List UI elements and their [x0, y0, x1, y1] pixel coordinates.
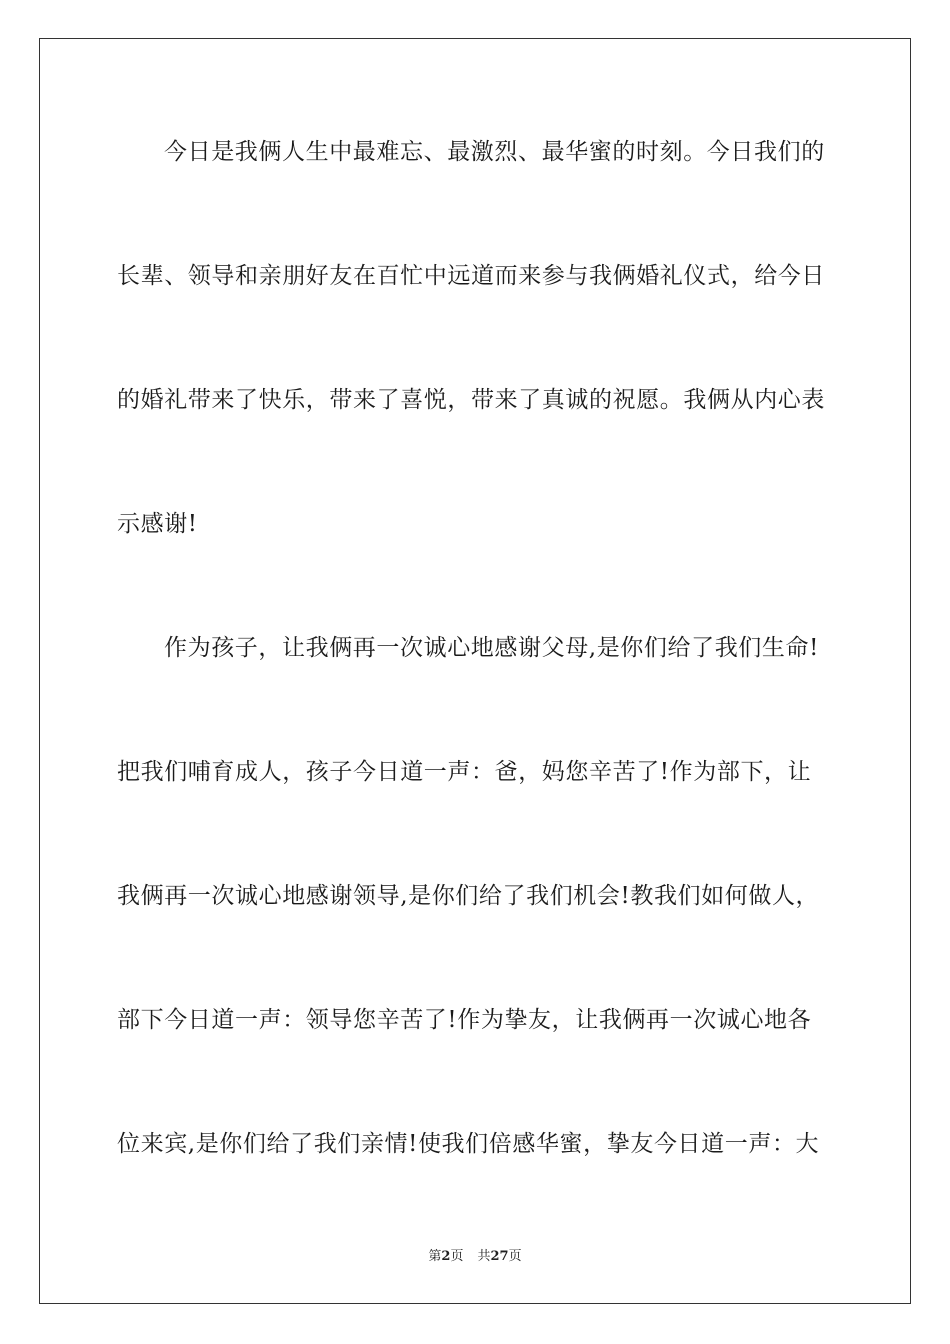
page-prefix: 第: [428, 1249, 442, 1264]
total-pages: 27: [490, 1249, 509, 1264]
total-suffix: 页: [508, 1249, 522, 1264]
page-footer: [0, 1248, 950, 1266]
text-line: 把我们哺育成人，孩子今日道一声：爸，妈您辛苦了!作为部下，让: [117, 759, 812, 785]
page-suffix: 页: [450, 1249, 464, 1264]
text-line: 位来宾,是你们给了我们亲情!使我们倍感华蜜，挚友今日道一声：大: [117, 1131, 820, 1157]
text-line: 我俩再一次诚心地感谢领导,是你们给了我们机会!教我们如何做人，: [117, 883, 820, 909]
text-line: 作为孩子，让我俩再一次诚心地感谢父母,是你们给了我们生命!: [164, 635, 819, 661]
text-line: 长辈、领导和亲朋好友在百忙中远道而来参与我俩婚礼仪式，给今日: [117, 263, 825, 289]
page-border: [39, 38, 911, 1304]
page-number: 2: [441, 1249, 451, 1264]
total-prefix: 共: [477, 1249, 491, 1264]
text-line: 的婚礼带来了快乐，带来了喜悦，带来了真诚的祝愿。我俩从内心表: [117, 387, 825, 413]
text-line: 今日是我俩人生中最难忘、最激烈、最华蜜的时刻。今日我们的: [164, 139, 825, 165]
text-line: 示感谢!: [117, 511, 198, 537]
text-line: 部下今日道一声：领导您辛苦了!作为挚友，让我俩再一次诚心地各: [117, 1007, 812, 1033]
